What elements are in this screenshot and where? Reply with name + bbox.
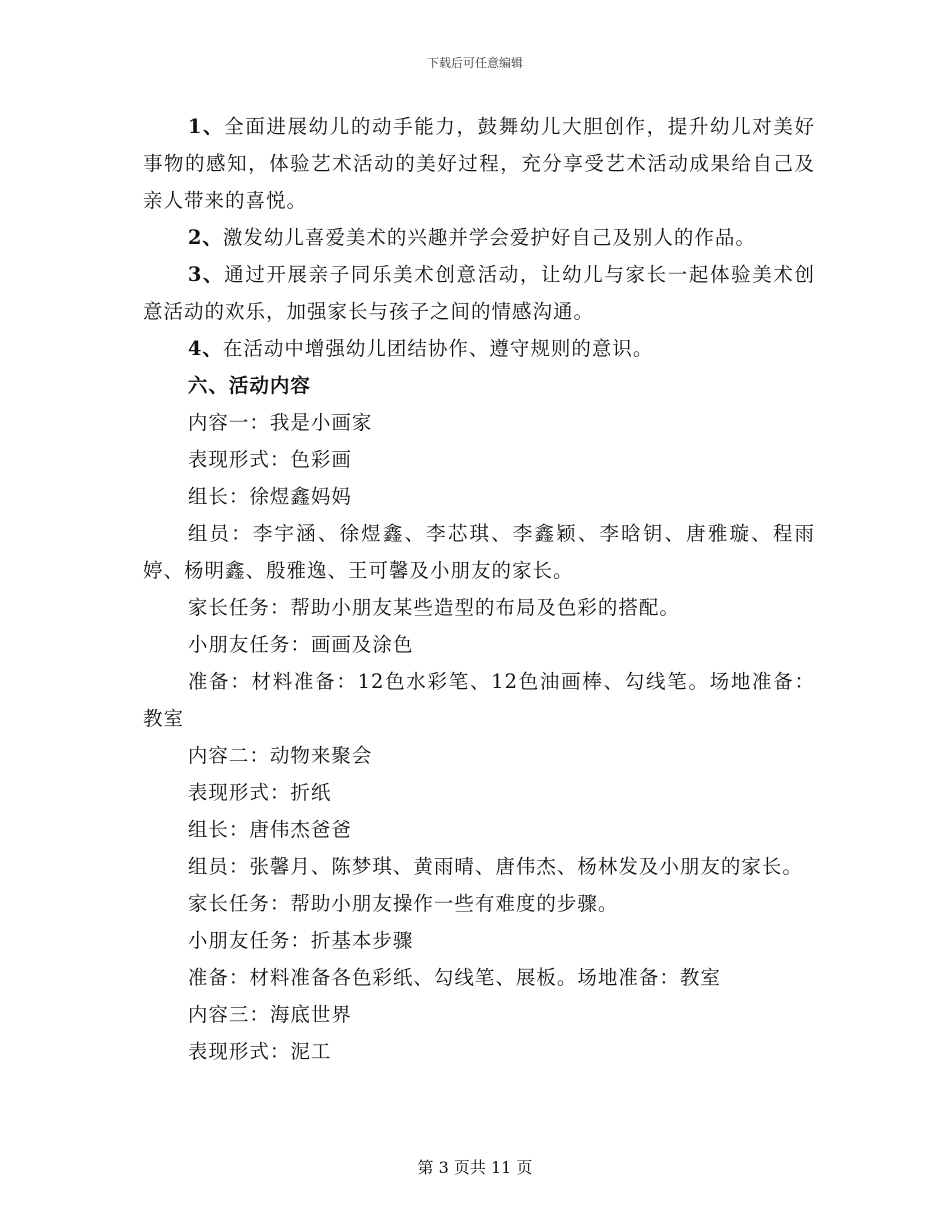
content-line: 表现形式：色彩画 — [187, 448, 352, 471]
content-line: 小朋友任务：画画及涂色 — [187, 633, 414, 656]
goal-item — [143, 108, 815, 219]
goal-text: 全面进展幼儿的动手能力，鼓舞幼儿大胆创作，提升幼儿对美好事物的感知，体验艺术活动的美好过程，充分享受艺术活动成果给自己及亲人带来的喜悦。 — [143, 115, 815, 212]
content-line: 内容三：海底世界 — [187, 1003, 352, 1026]
goal-text: 在活动中增强幼儿团结协作、遵守规则的意识。 — [222, 337, 654, 360]
content-line: 组长：唐伟杰爸爸 — [187, 818, 352, 841]
content-line: 组员：张馨月、陈梦琪、黄雨晴、唐伟杰、杨林发及小朋友的家长。 — [187, 855, 803, 878]
page-footer: 第 3 页共 11 页 — [417, 1158, 533, 1177]
content-line: 准备：材料准备：12色水彩笔、12色油画棒、勾线笔。场地准备：教室 — [143, 670, 815, 730]
content-line: 小朋友任务：折基本步骤 — [187, 929, 414, 952]
content-line: 家长任务：帮助小朋友某些造型的布局及色彩的搭配。 — [187, 596, 680, 619]
goal-number: 3、 — [187, 263, 225, 286]
goal-number: 2、 — [187, 226, 223, 249]
content-line: 组长：徐煜鑫妈妈 — [187, 485, 352, 508]
section-heading: 六、活动内容 — [187, 374, 311, 397]
goal-text: 通过开展亲子同乐美术创意活动，让幼儿与家长一起体验美术创意活动的欢乐，加强家长与孩子之间的情感沟通。 — [143, 263, 815, 323]
goal-number: 1、 — [187, 115, 225, 138]
content-line: 内容二：动物来聚会 — [187, 744, 373, 767]
goal-item — [143, 330, 815, 367]
goal-item — [143, 256, 815, 330]
content-line: 内容一：我是小画家 — [187, 411, 373, 434]
page-header: 下载后可任意编辑 — [426, 56, 523, 70]
content-line: 家长任务：帮助小朋友操作一些有难度的步骤。 — [187, 892, 619, 915]
goal-item — [143, 219, 815, 256]
content-line: 表现形式：泥工 — [187, 1040, 332, 1063]
content-line: 组员：李宇涵、徐煜鑫、李芯琪、李鑫颖、李晗钥、唐雅璇、程雨婷、杨明鑫、殷雅逸、王可馨及小朋友的家长。 — [143, 522, 815, 582]
document-body — [143, 108, 815, 1070]
goal-number: 4、 — [187, 337, 223, 360]
goal-text: 激发幼儿喜爱美术的兴趣并学会爱护好自己及别人的作品。 — [222, 226, 756, 249]
content-line: 表现形式：折纸 — [187, 781, 332, 804]
content-line: 准备：材料准备各色彩纸、勾线笔、展板。场地准备：教室 — [187, 966, 721, 989]
